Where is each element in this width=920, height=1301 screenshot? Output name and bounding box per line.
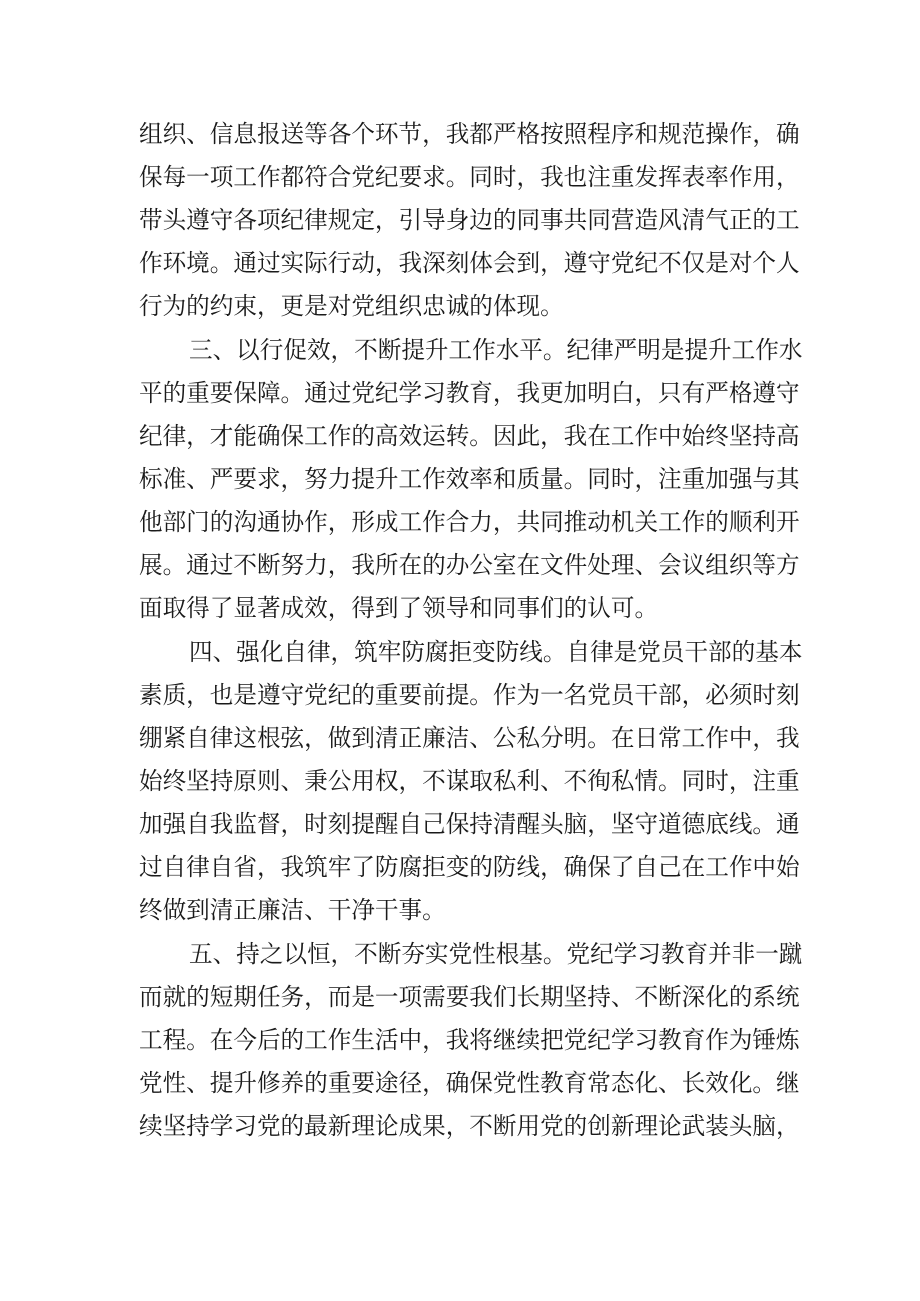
text-line: 行为的约束，更是对党组织忠诚的体现。 bbox=[139, 292, 564, 320]
text-line: 而就的短期任务，而是一项需要我们长期坚持、不断深化的系统 bbox=[139, 983, 800, 1011]
text-line: 展。通过不断努力，我所在的办公室在文件处理、会议组织等方 bbox=[139, 551, 800, 579]
text-line: 工程。在今后的工作生活中，我将继续把党纪学习教育作为锤炼 bbox=[139, 1026, 800, 1054]
text-line: 加强自我监督，时刻提醒自己保持清醒头脑，坚守道德底线。通 bbox=[139, 810, 800, 838]
text-line: 党性、提升修养的重要途径，确保党性教育常态化、长效化。继 bbox=[139, 1069, 800, 1097]
text-line: 他部门的沟通协作，形成工作合力，共同推动机关工作的顺利开 bbox=[139, 508, 800, 536]
text-line: 平的重要保障。通过党纪学习教育，我更加明白，只有严格遵守 bbox=[139, 379, 800, 407]
text-line: 素质，也是遵守党纪的重要前提。作为一名党员干部，必须时刻 bbox=[139, 681, 800, 709]
text-line: 纪律，才能确保工作的高效运转。因此，我在工作中始终坚持高 bbox=[139, 422, 800, 450]
text-line: 绷紧自律这根弦，做到清正廉洁、公私分明。在日常工作中，我 bbox=[139, 724, 800, 752]
text-line: 终做到清正廉洁、干净干事。 bbox=[139, 896, 446, 924]
text-line: 过自律自省，我筑牢了防腐拒变的防线，确保了自己在工作中始 bbox=[139, 853, 800, 881]
text-line: 保每一项工作都符合党纪要求。同时，我也注重发挥表率作用， bbox=[139, 163, 800, 191]
text-line: 组织、信息报送等各个环节，我都严格按照程序和规范操作，确 bbox=[139, 120, 800, 148]
text-line: 标准、严要求，努力提升工作效率和质量。同时，注重加强与其 bbox=[139, 465, 800, 493]
paragraph-heading-line: 五、持之以恒，不断夯实党性根基。党纪学习教育并非一蹴 bbox=[189, 940, 803, 968]
text-line: 始终坚持原则、秉公用权，不谋取私利、不徇私情。同时，注重 bbox=[139, 767, 800, 795]
text-line: 面取得了显著成效，得到了领导和同事们的认可。 bbox=[139, 594, 659, 622]
paragraph-heading-line: 三、以行促效，不断提升工作水平。纪律严明是提升工作水 bbox=[189, 336, 803, 364]
text-line: 续坚持学习党的最新理论成果，不断用党的创新理论武装头脑， bbox=[139, 1112, 800, 1140]
paragraph-heading-line: 四、强化自律，筑牢防腐拒变防线。自律是党员干部的基本 bbox=[189, 638, 803, 666]
text-line: 作环境。通过实际行动，我深刻体会到，遵守党纪不仅是对个人 bbox=[139, 249, 800, 277]
text-line: 带头遵守各项纪律规定，引导身边的同事共同营造风清气正的工 bbox=[139, 206, 800, 234]
